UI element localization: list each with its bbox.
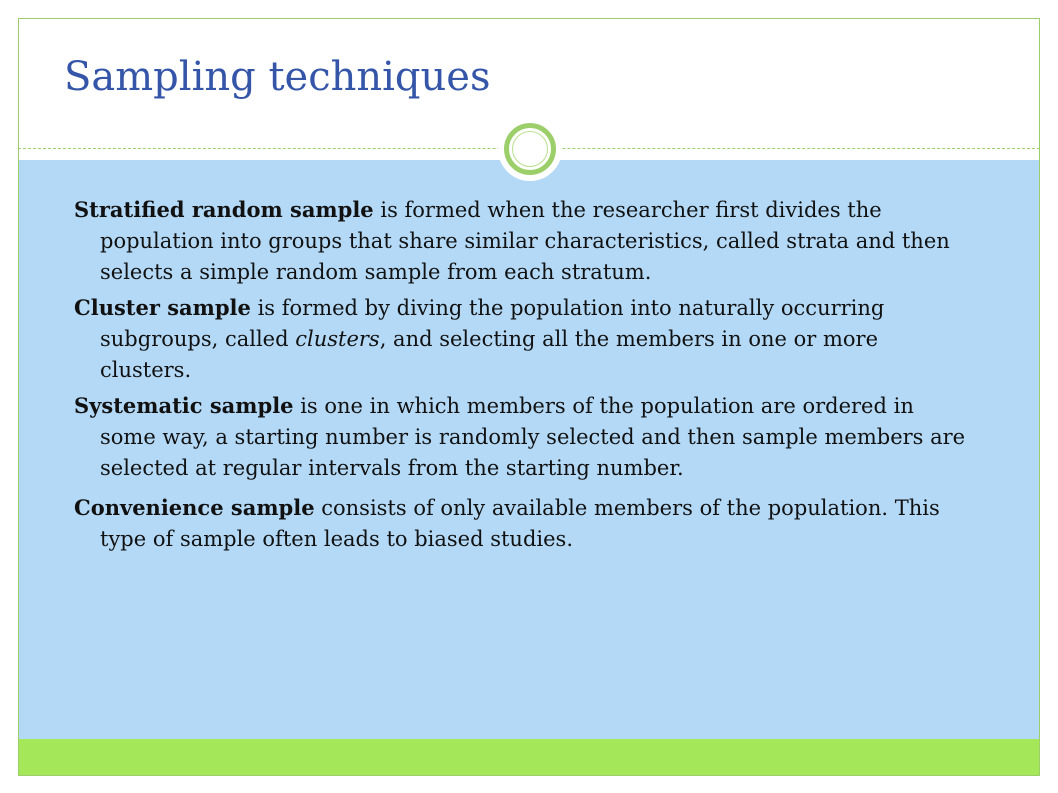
text-systematic: is one in which members of the population are ordered in some way, a starting number is randomly selected and then sample members are selected at regular intervals from the starting number. (100, 394, 966, 480)
text-convenience: consists of only available members of the population. This type of sample often leads to biased studies. (100, 496, 940, 551)
term-systematic: Systematic sample (74, 393, 294, 418)
text-stratified: is formed when the researcher first divides the population into groups that share similar characteristics, called strata and then selects a simple random sample from each stratum. (100, 198, 950, 284)
text-cluster-after: , and selecting all the members in one or more clusters. (100, 327, 879, 382)
term-stratified: Stratified random sample (74, 197, 374, 222)
text-cluster-emphasis: clusters (295, 327, 380, 351)
slide-frame (18, 18, 1040, 776)
term-convenience: Convenience sample (74, 495, 315, 520)
term-cluster: Cluster sample (74, 295, 251, 320)
text-cluster-before: is formed by diving the population into naturally occurring subgroups, called (100, 296, 885, 351)
slide-title: Sampling techniques (64, 54, 491, 100)
